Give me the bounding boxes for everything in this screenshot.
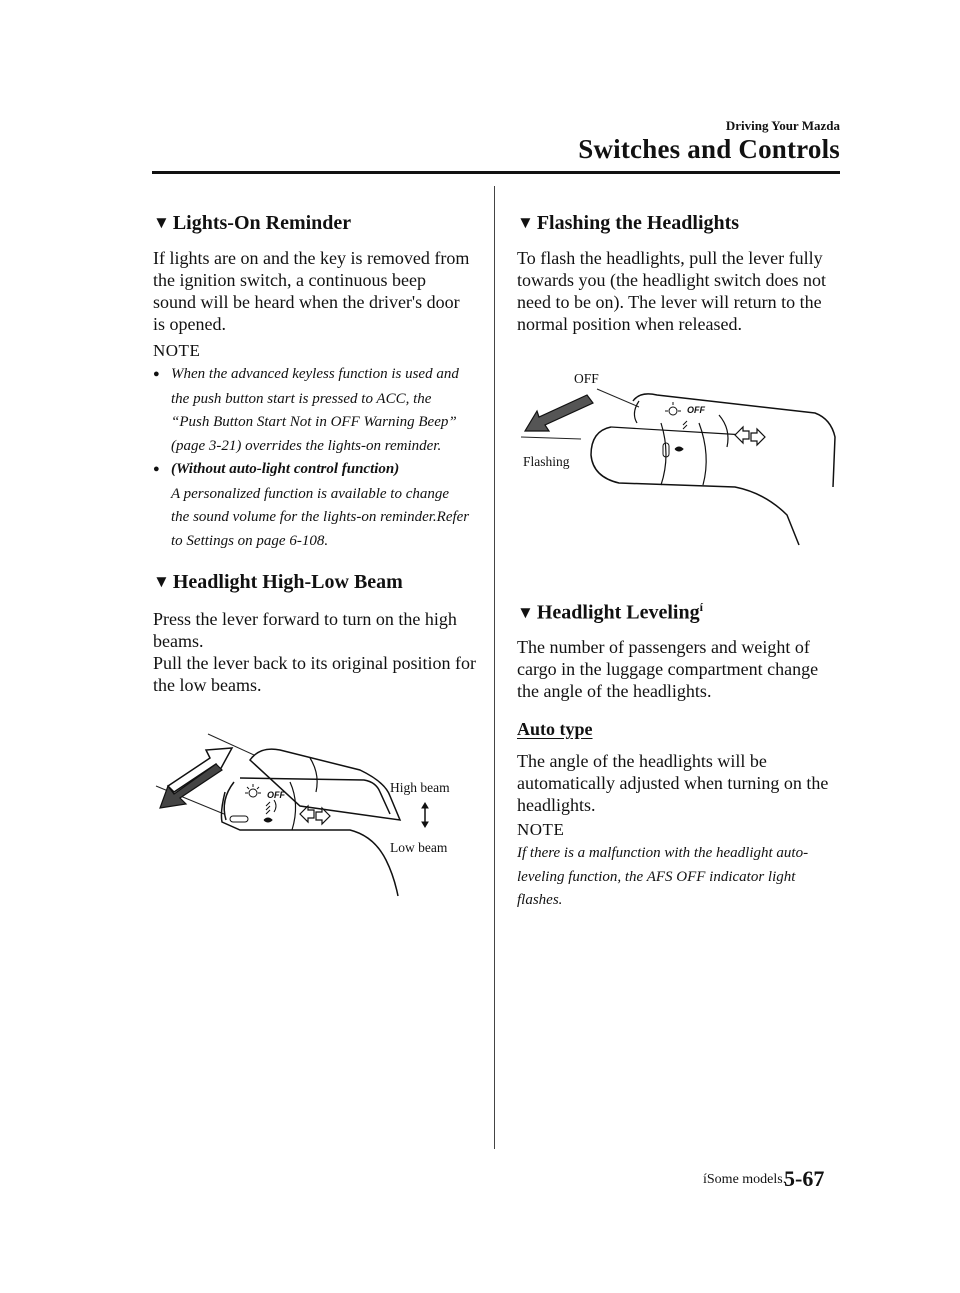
off-mark: OFF: [687, 405, 705, 415]
flashing-headlights-body: To flash the headlights, pull the lever fully towards you (the headlight switch does not need to be on). The lever will return to the normal position when released.: [517, 248, 826, 334]
page-number: 5-67: [784, 1166, 825, 1191]
auto-type-heading: Auto type: [517, 719, 593, 739]
flashing-label: Flashing: [523, 454, 570, 469]
lever-illustration: [150, 720, 480, 920]
arrow-toward-icon: [525, 395, 593, 431]
bullet-dot-icon: ●: [153, 463, 160, 475]
note-bullet-2: ● (Without auto-light control function) A personalized function is available to change the sound volume for the lights-on reminder.Refer to Settings on page 6-108.: [153, 458, 471, 553]
chapter-title: Driving Your Mazda: [725, 118, 840, 133]
heading-headlight-leveling: ▼ Headlight Leveling$^í$: [517, 600, 703, 624]
triangle-bullet-icon: ▼: [153, 572, 170, 591]
heading-flashing-headlights: ▼ Flashing the Headlights: [517, 212, 740, 234]
off-mark: OFF: [267, 790, 285, 800]
heading-high-low-beam: ▼ Headlight High-Low Beam: [153, 571, 403, 593]
section-title: Switches and Controls: [578, 134, 840, 164]
heading-lights-on-reminder: ▼ Lights-On Reminder: [153, 212, 352, 234]
triangle-bullet-icon: ▼: [517, 602, 534, 622]
low-beam-label: Low beam: [390, 840, 448, 855]
note-label: NOTE: [153, 341, 201, 360]
bullet-dot-icon: ●: [153, 368, 160, 380]
flashing-figure: [515, 365, 845, 555]
some-models-mark: í: [699, 600, 703, 614]
triangle-bullet-icon: ▼: [517, 213, 534, 232]
note-bullet-1: ● When the advanced keyless function is used and the push button start is pressed to ACC, the “Push Button Start Not in OFF Warning Beep” (page 3-21) overrides the lights-on reminder.: [153, 363, 471, 458]
double-arrow-icon: [160, 748, 232, 808]
up-down-arrow-icon: [422, 803, 428, 827]
high-beam-label: High beam: [390, 780, 450, 795]
turn-signal-arrows-icon: [735, 427, 765, 445]
triangle-bullet-icon: ▼: [153, 213, 170, 232]
headlight-symbol-icon: [663, 402, 687, 457]
note-list: [153, 363, 471, 553]
header-rule: [152, 171, 840, 174]
lights-on-reminder-body: If lights are on and the key is removed from the ignition switch, a continuous beep sound will be heard when the driver's door is opened.: [153, 248, 470, 334]
high-low-beam-figure: [150, 720, 480, 920]
off-label: OFF: [574, 371, 599, 386]
column-divider: [494, 186, 495, 1149]
footer-some-models: íSome models.: [703, 1172, 787, 1187]
auto-type-body: The angle of the headlights will be automatically adjusted when turning on the headlights.: [517, 751, 829, 815]
leveling-note: If there is a malfunction with the headlight auto-leveling function, the AFS OFF indicator light flashes.: [517, 845, 809, 908]
headlight-leveling-body: The number of passengers and weight of cargo in the luggage compartment change the angle of the headlights.: [517, 637, 819, 701]
note-label-2: NOTE: [517, 820, 565, 839]
high-low-beam-body: Press the lever forward to turn on the high beams. Pull the lever back to its original position for the low beams.: [153, 609, 476, 695]
some-models-mark: í: [703, 1172, 707, 1187]
